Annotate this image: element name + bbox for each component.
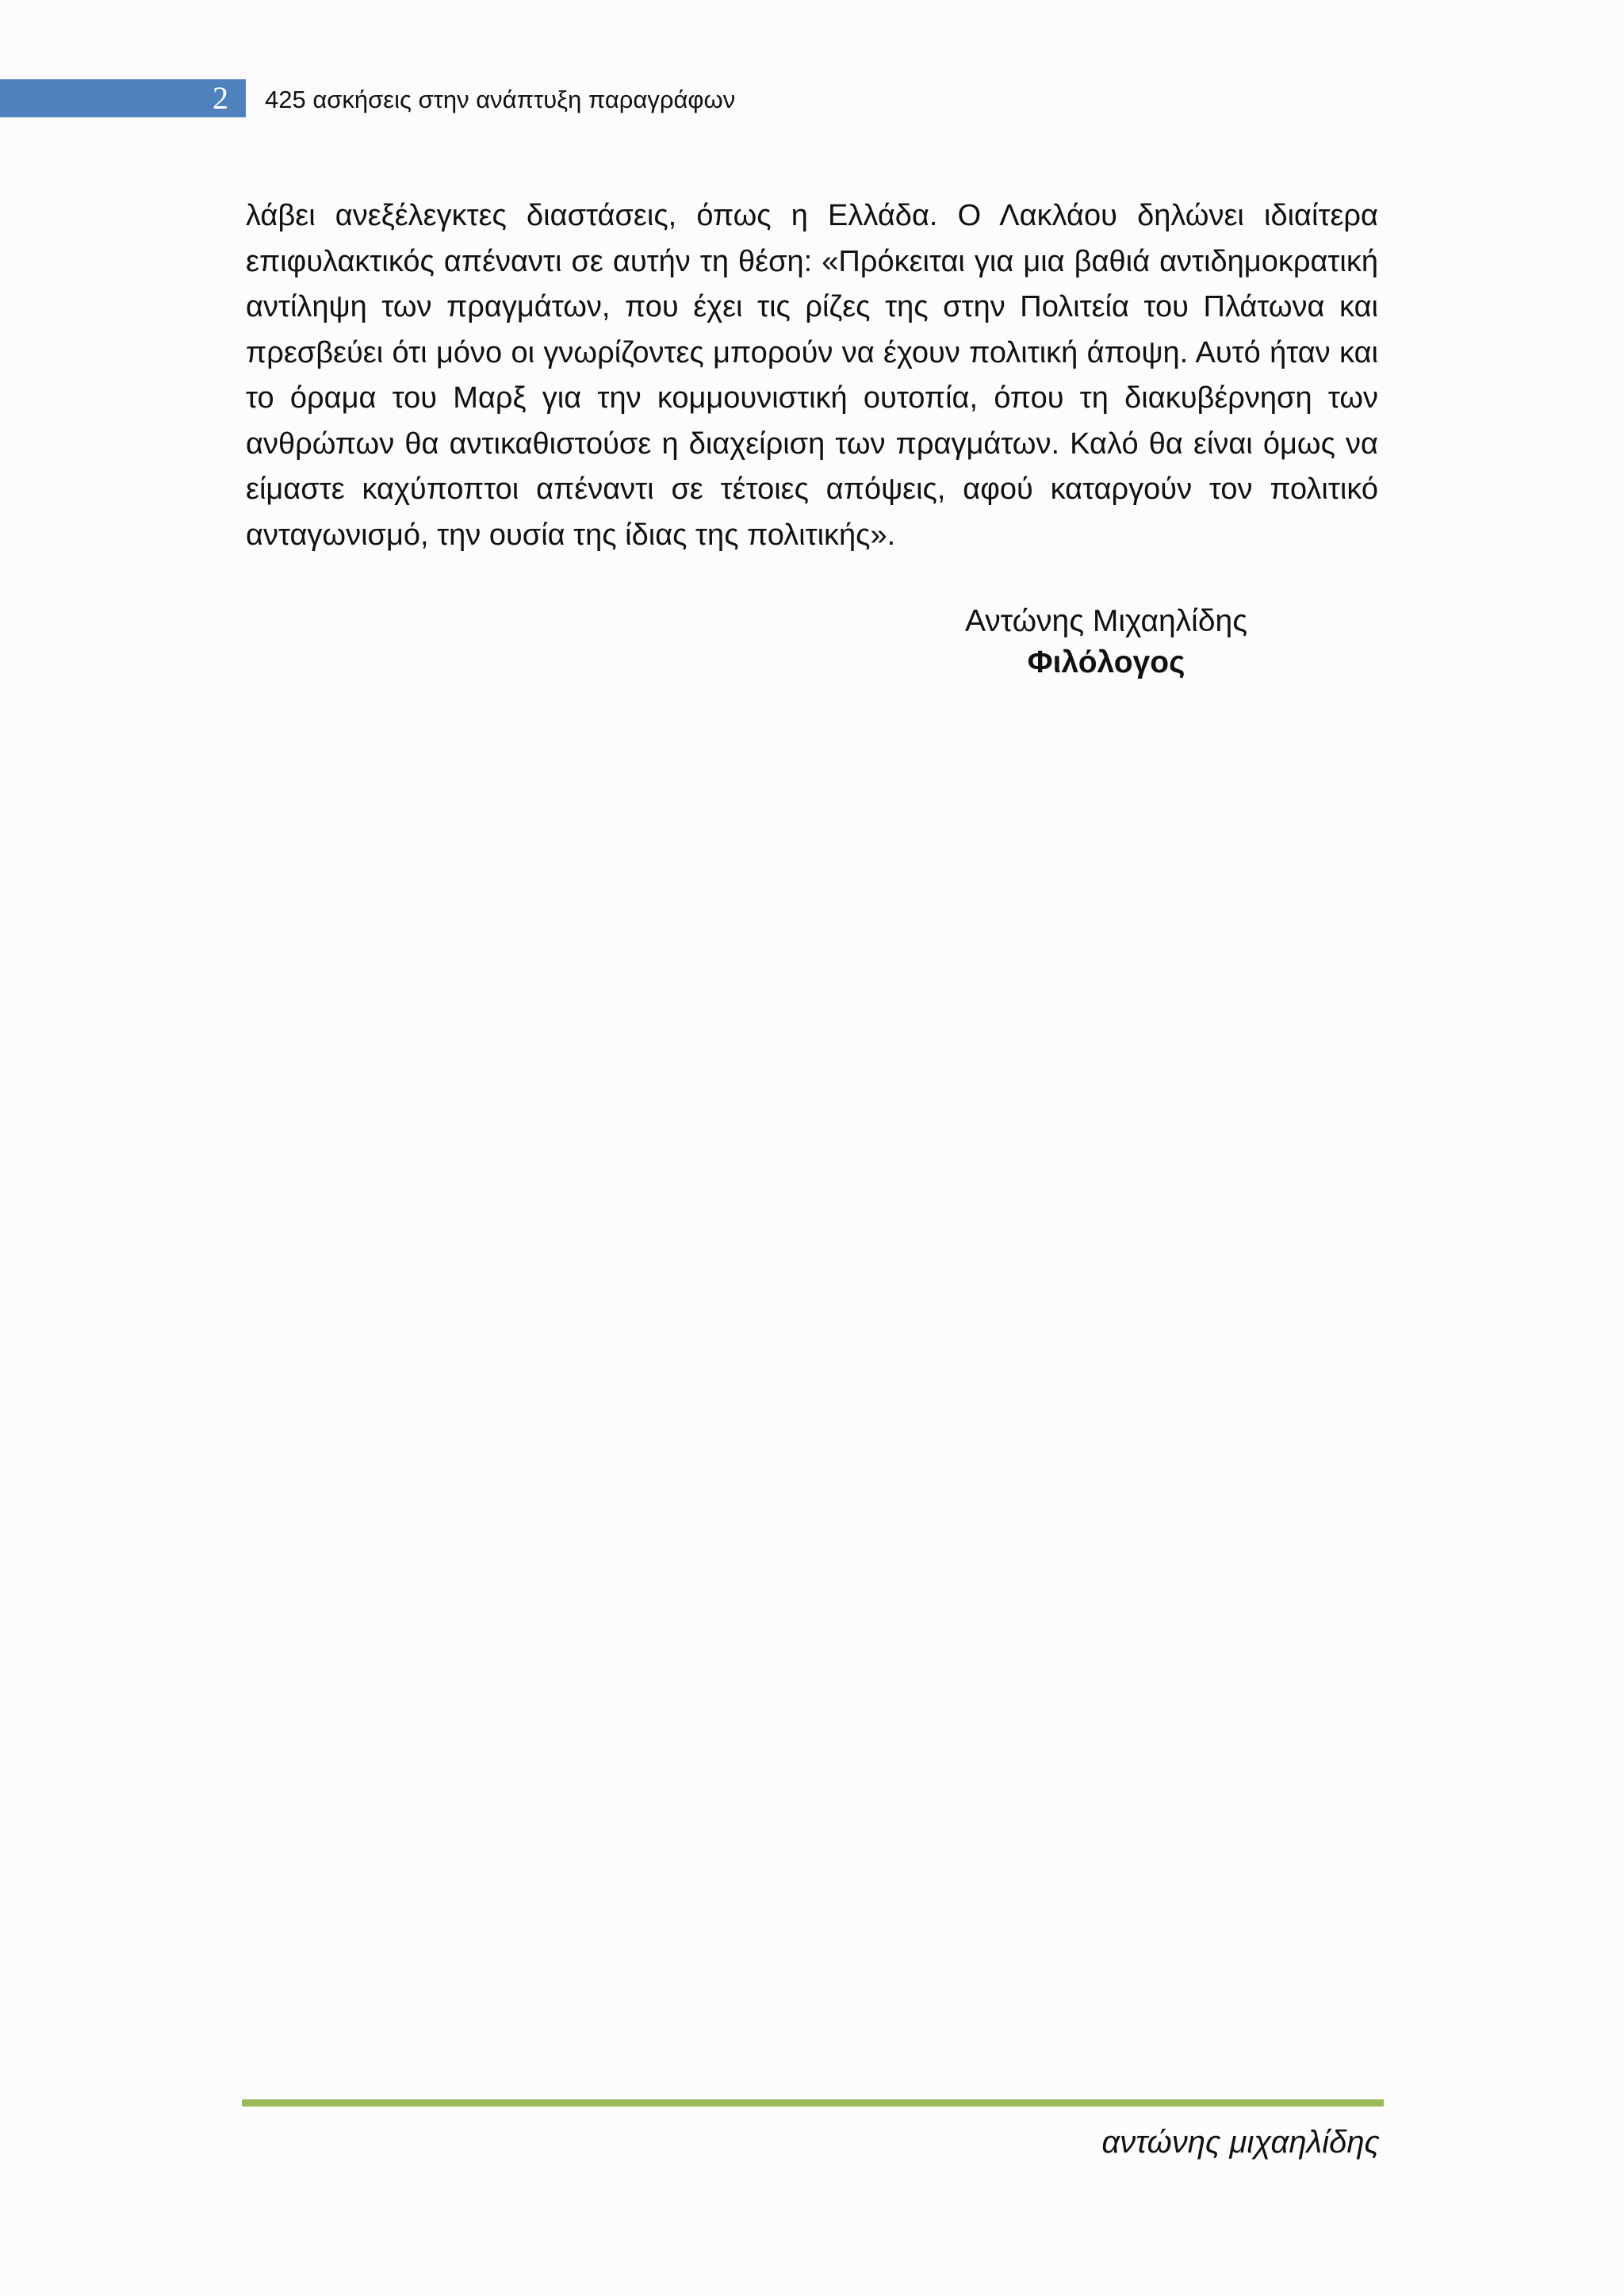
header-page-number-bar (0, 79, 246, 117)
body-paragraph: λάβει ανεξέλεγκτες διαστάσεις, όπως η Ελλάδα. Ο Λακλάου δηλώνει ιδιαίτερα επιφυλακτικός απέναντι σε αυτήν τη θέση: «Πρόκειται για μια βαθιά αντιδημοκρατική αντίληψη των πραγμάτων, που έχει τις ρίζες της στην Πολιτεία του Πλάτωνα και πρεσβεύει ότι μόνο οι γνωρίζοντες μπορούν να έχουν πολιτική άποψη. Αυτό ήταν και το όραμα του Μαρξ για την κομμουνιστική ουτοπία, όπου τη διακυβέρνηση των ανθρώπων θα αντικαθιστούσε η διαχείριση των πραγμάτων. Καλό θα είναι όμως να είμαστε καχύποπτοι απέναντι σε τέτοιες απόψεις, αφού καταργούν τον πολιτικό ανταγωνισμό, την ουσία της ίδιας της πολιτικής». (246, 199, 1378, 552)
signature-role: Φιλόλογος (1027, 645, 1185, 679)
footer-author: αντώνης μιχαηλίδης (1101, 2125, 1380, 2160)
signature-name: Αντώνης Μιχαηλίδης (964, 604, 1248, 638)
footer-divider (242, 2099, 1384, 2107)
page-number: 2 (213, 80, 228, 116)
running-title: 425 ασκήσεις στην ανάπτυξη παραγράφων (265, 86, 736, 113)
signature-block (904, 601, 1308, 683)
